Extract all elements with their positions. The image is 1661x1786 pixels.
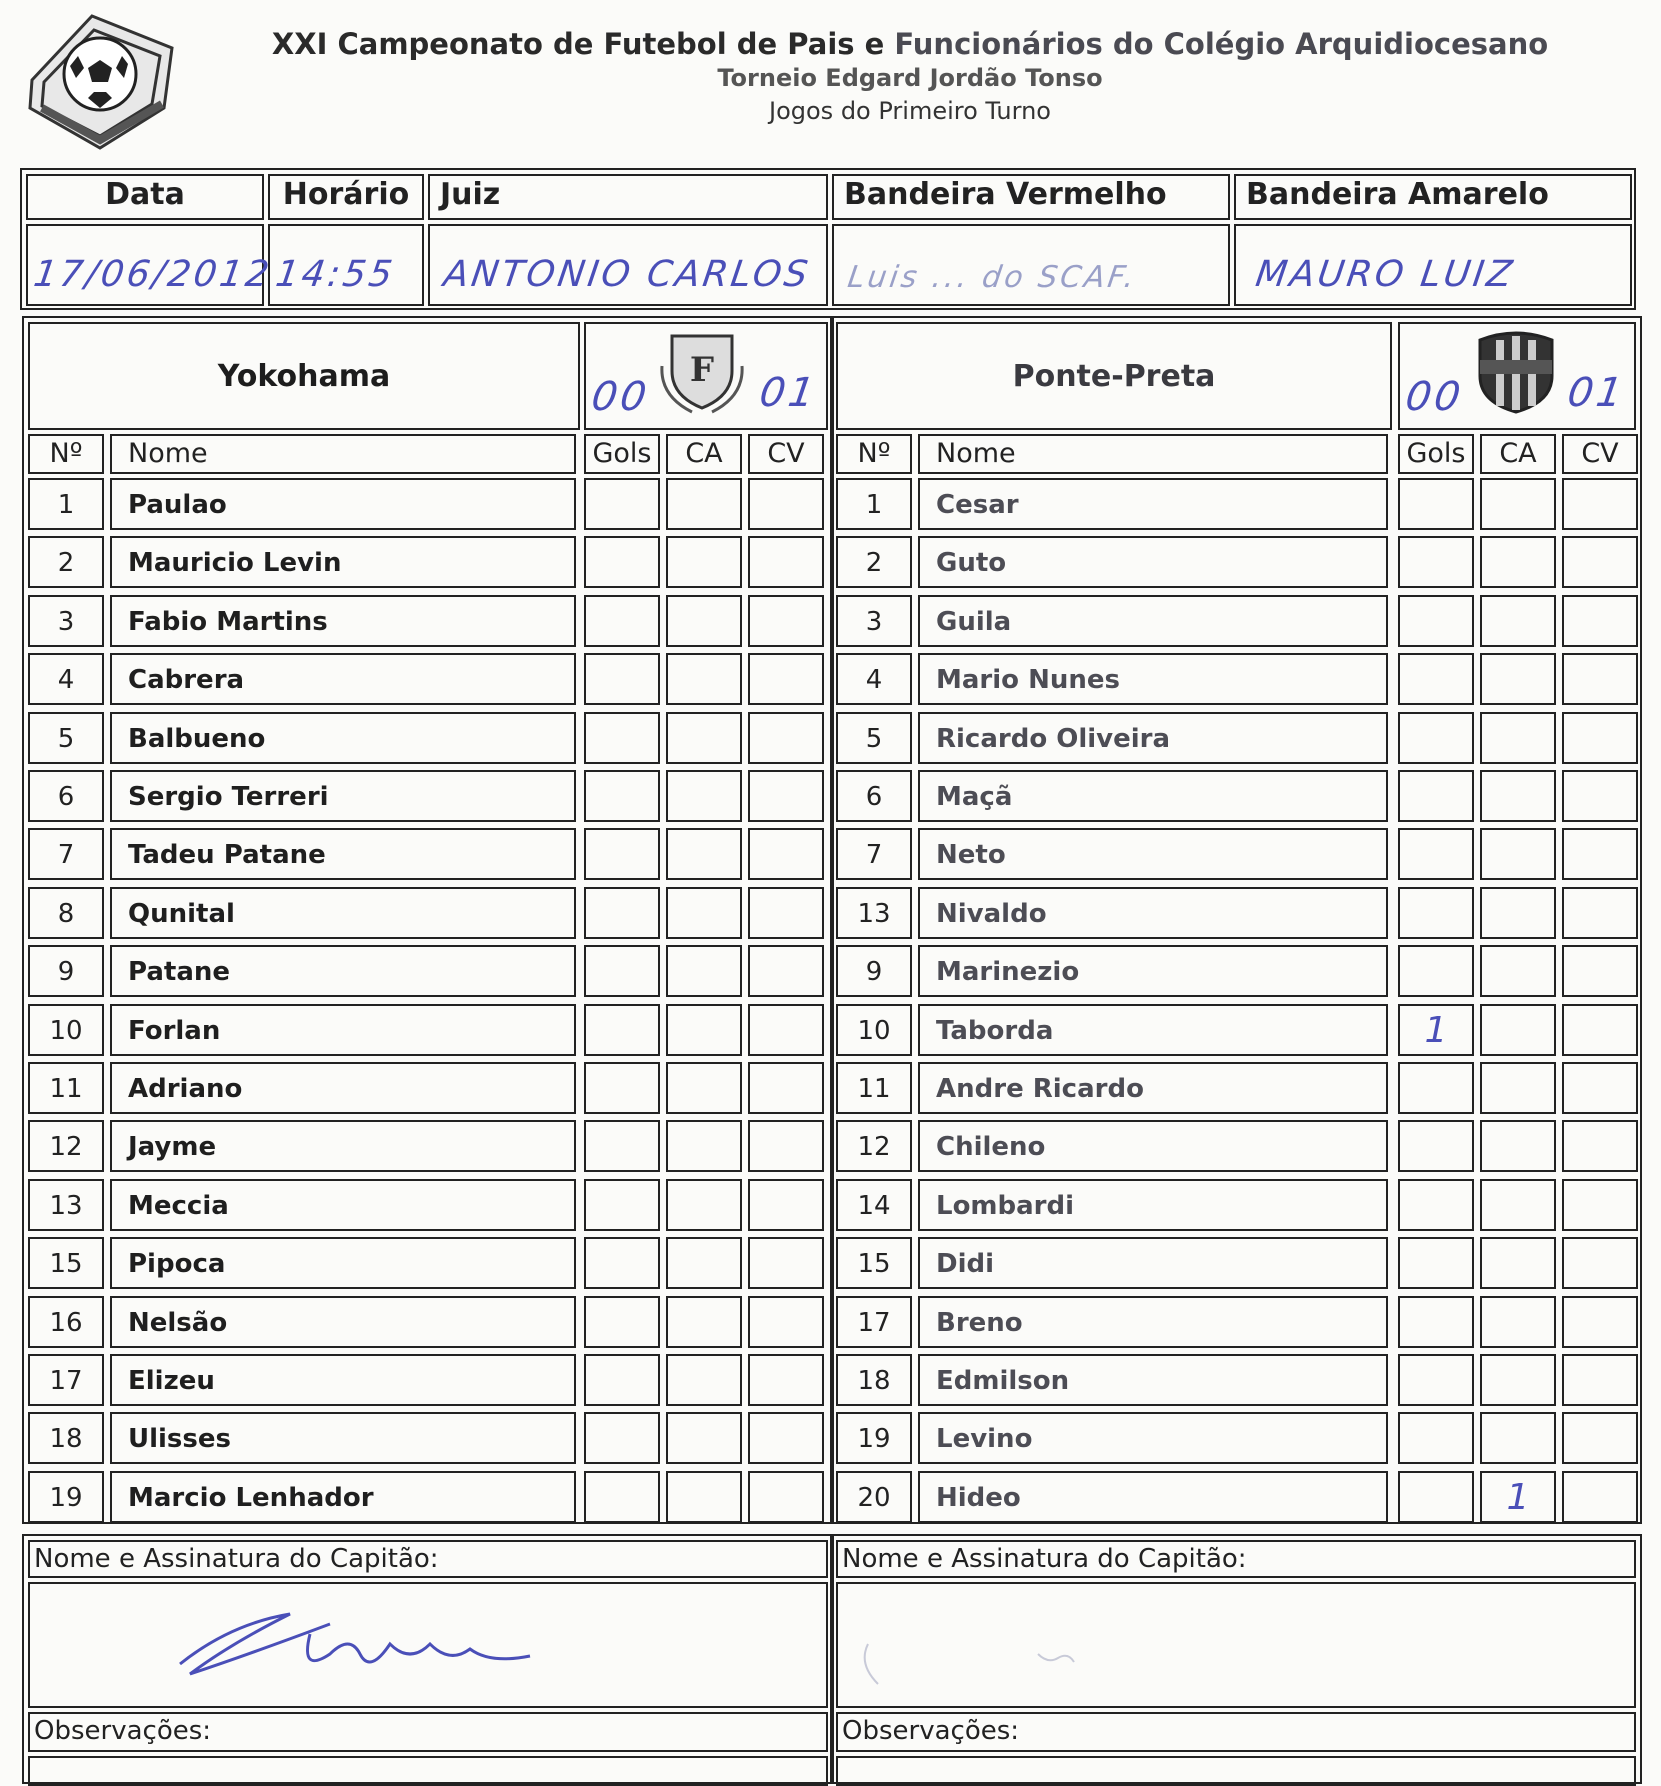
player-number: 2 bbox=[836, 536, 912, 588]
column-goals-header: Gols bbox=[584, 434, 660, 474]
goals-mark: 1 bbox=[1424, 1010, 1448, 1051]
yellow-card-cell[interactable] bbox=[1480, 887, 1556, 939]
column-name-header: Nome bbox=[918, 434, 1388, 474]
referee-header: Juiz bbox=[428, 174, 828, 220]
goals-cell[interactable] bbox=[1398, 1471, 1474, 1523]
yellow-card-cell[interactable] bbox=[666, 1471, 742, 1523]
captain-signature bbox=[838, 1584, 1634, 1704]
goals-cell[interactable] bbox=[1398, 1354, 1474, 1406]
svg-text:F: F bbox=[689, 350, 715, 390]
goals-cell[interactable] bbox=[584, 1179, 660, 1231]
player-name: Edmilson bbox=[918, 1354, 1388, 1406]
player-number: 13 bbox=[28, 1179, 104, 1231]
yellow-card-cell[interactable] bbox=[1480, 945, 1556, 997]
player-name: Forlan bbox=[110, 1004, 576, 1056]
red-card-cell[interactable] bbox=[748, 1237, 824, 1289]
goals-cell[interactable] bbox=[584, 770, 660, 822]
time-value: 14:55 bbox=[273, 254, 398, 295]
player-number: 1 bbox=[836, 478, 912, 530]
referee-field[interactable] bbox=[428, 224, 828, 306]
red-card-cell[interactable] bbox=[1562, 887, 1638, 939]
player-number: 8 bbox=[28, 887, 104, 939]
goals-cell[interactable] bbox=[584, 1412, 660, 1464]
player-name: Elizeu bbox=[110, 1354, 576, 1406]
red-card-cell[interactable] bbox=[1562, 712, 1638, 764]
player-name: Pipoca bbox=[110, 1237, 576, 1289]
red-card-cell[interactable] bbox=[748, 1296, 824, 1348]
player-number: 6 bbox=[836, 770, 912, 822]
yellow-card-cell[interactable] bbox=[666, 478, 742, 530]
player-name: Cabrera bbox=[110, 653, 576, 705]
goals-cell[interactable] bbox=[1398, 1004, 1474, 1056]
goals-cell[interactable] bbox=[1398, 1296, 1474, 1348]
player-number: 15 bbox=[28, 1237, 104, 1289]
red-card-cell[interactable] bbox=[748, 1471, 824, 1523]
red-card-cell[interactable] bbox=[748, 1004, 824, 1056]
player-name: Patane bbox=[110, 945, 576, 997]
red-card-cell[interactable] bbox=[748, 945, 824, 997]
player-number: 12 bbox=[28, 1120, 104, 1172]
player-number: 16 bbox=[28, 1296, 104, 1348]
player-number: 10 bbox=[28, 1004, 104, 1056]
player-name: Ulisses bbox=[110, 1412, 576, 1464]
player-name: Paulao bbox=[110, 478, 576, 530]
player-number: 5 bbox=[836, 712, 912, 764]
goals-cell[interactable] bbox=[584, 536, 660, 588]
ponte-preta-crest-icon bbox=[1466, 326, 1566, 420]
player-name: Cesar bbox=[918, 478, 1388, 530]
red-card-cell[interactable] bbox=[1562, 478, 1638, 530]
player-name: Marinezio bbox=[918, 945, 1388, 997]
referee-value: ANTONIO CARLOS bbox=[441, 254, 814, 295]
goals-cell[interactable] bbox=[1398, 1237, 1474, 1289]
player-number: 4 bbox=[28, 653, 104, 705]
player-name: Ricardo Oliveira bbox=[918, 712, 1388, 764]
player-name: Sergio Terreri bbox=[110, 770, 576, 822]
player-name: Marcio Lenhador bbox=[110, 1471, 576, 1523]
player-name: Maçã bbox=[918, 770, 1388, 822]
score-left: 00 bbox=[588, 374, 653, 420]
player-name: Levino bbox=[918, 1412, 1388, 1464]
red-card-cell[interactable] bbox=[1562, 1412, 1638, 1464]
captain-signature-field[interactable] bbox=[836, 1582, 1636, 1708]
player-number: 7 bbox=[28, 828, 104, 880]
red-card-cell[interactable] bbox=[748, 478, 824, 530]
red-card-cell[interactable] bbox=[1562, 1179, 1638, 1231]
player-name: Fabio Martins bbox=[110, 595, 576, 647]
document-title: XXI Campeonato de Futebol de Pais e Funcionários do Colégio Arquidiocesano bbox=[271, 27, 1549, 61]
player-name: Qunital bbox=[110, 887, 576, 939]
column-yellow-card-header: CA bbox=[666, 434, 742, 474]
goals-cell[interactable] bbox=[1398, 945, 1474, 997]
team-crest-score bbox=[1398, 322, 1636, 430]
red-card-cell[interactable] bbox=[1562, 1120, 1638, 1172]
tournament-logo bbox=[22, 8, 178, 154]
yellow-card-cell[interactable] bbox=[666, 712, 742, 764]
goals-cell[interactable] bbox=[584, 1237, 660, 1289]
player-name: Mauricio Levin bbox=[110, 536, 576, 588]
red-flag-header: Bandeira Vermelho bbox=[832, 174, 1230, 220]
yellow-card-mark: 1 bbox=[1506, 1477, 1530, 1518]
time-header: Horário bbox=[268, 174, 424, 220]
team-name: Ponte-Preta bbox=[836, 322, 1392, 430]
goals-cell[interactable] bbox=[1398, 536, 1474, 588]
player-name: Tadeu Patane bbox=[110, 828, 576, 880]
yellow-card-cell[interactable] bbox=[1480, 595, 1556, 647]
red-flag-value: Luis ... do SCAF. bbox=[845, 260, 1140, 295]
yellow-card-cell[interactable] bbox=[1480, 1179, 1556, 1231]
captain-signature bbox=[30, 1584, 826, 1704]
red-card-cell[interactable] bbox=[748, 712, 824, 764]
red-card-cell[interactable] bbox=[748, 828, 824, 880]
yellow-card-cell[interactable] bbox=[1480, 1237, 1556, 1289]
player-name: Andre Ricardo bbox=[918, 1062, 1388, 1114]
goals-cell[interactable] bbox=[584, 1354, 660, 1406]
player-name: Breno bbox=[918, 1296, 1388, 1348]
player-name: Hideo bbox=[918, 1471, 1388, 1523]
goals-cell[interactable] bbox=[584, 828, 660, 880]
goals-cell[interactable] bbox=[584, 1062, 660, 1114]
red-card-cell[interactable] bbox=[748, 887, 824, 939]
player-number: 17 bbox=[836, 1296, 912, 1348]
goals-cell[interactable] bbox=[1398, 1179, 1474, 1231]
yellow-flag-header: Bandeira Amarelo bbox=[1234, 174, 1632, 220]
yellow-card-cell[interactable] bbox=[666, 1120, 742, 1172]
player-name: Neto bbox=[918, 828, 1388, 880]
player-name: Jayme bbox=[110, 1120, 576, 1172]
player-number: 10 bbox=[836, 1004, 912, 1056]
player-number: 19 bbox=[836, 1412, 912, 1464]
column-yellow-card-header: CA bbox=[1480, 434, 1556, 474]
red-flag-field[interactable] bbox=[832, 224, 1230, 306]
player-number: 1 bbox=[28, 478, 104, 530]
red-card-cell[interactable] bbox=[1562, 1062, 1638, 1114]
round-label: Jogos do Primeiro Turno bbox=[769, 97, 1051, 125]
goals-cell[interactable] bbox=[1398, 712, 1474, 764]
yellow-card-cell[interactable] bbox=[666, 595, 742, 647]
player-number: 5 bbox=[28, 712, 104, 764]
captain-signature-field[interactable] bbox=[28, 1582, 828, 1708]
yellow-card-cell[interactable] bbox=[666, 1062, 742, 1114]
observations-field[interactable] bbox=[836, 1756, 1636, 1786]
player-number: 3 bbox=[28, 595, 104, 647]
player-number: 12 bbox=[836, 1120, 912, 1172]
goals-cell[interactable] bbox=[1398, 1120, 1474, 1172]
observations-label: Observações: bbox=[28, 1712, 828, 1752]
yellow-card-cell[interactable] bbox=[1480, 712, 1556, 764]
document-subtitle: Torneio Edgard Jordão Tonso bbox=[717, 64, 1103, 92]
goals-cell[interactable] bbox=[1398, 653, 1474, 705]
goals-cell[interactable] bbox=[584, 595, 660, 647]
yellow-card-cell[interactable] bbox=[1480, 1062, 1556, 1114]
column-goals-header: Gols bbox=[1398, 434, 1474, 474]
red-card-cell[interactable] bbox=[1562, 1354, 1638, 1406]
player-number: 11 bbox=[836, 1062, 912, 1114]
yokohama-crest-icon bbox=[652, 326, 752, 420]
score-right: 01 bbox=[756, 370, 821, 416]
time-field[interactable] bbox=[268, 224, 424, 306]
goals-cell[interactable] bbox=[584, 478, 660, 530]
goals-cell[interactable] bbox=[584, 653, 660, 705]
player-name: Taborda bbox=[918, 1004, 1388, 1056]
player-name: Adriano bbox=[110, 1062, 576, 1114]
yellow-flag-field[interactable] bbox=[1234, 224, 1632, 306]
date-field[interactable] bbox=[26, 224, 275, 306]
player-number: 3 bbox=[836, 595, 912, 647]
goals-cell[interactable] bbox=[584, 1296, 660, 1348]
red-card-cell[interactable] bbox=[1562, 1004, 1638, 1056]
player-number: 18 bbox=[836, 1354, 912, 1406]
player-number: 20 bbox=[836, 1471, 912, 1523]
player-number: 7 bbox=[836, 828, 912, 880]
score-left: 00 bbox=[1402, 374, 1467, 420]
goals-cell[interactable] bbox=[1398, 478, 1474, 530]
player-number: 19 bbox=[28, 1471, 104, 1523]
goals-cell[interactable] bbox=[584, 887, 660, 939]
yellow-card-cell[interactable] bbox=[666, 1004, 742, 1056]
goals-cell[interactable] bbox=[1398, 828, 1474, 880]
player-name: Balbueno bbox=[110, 712, 576, 764]
red-card-cell[interactable] bbox=[1562, 595, 1638, 647]
red-card-cell[interactable] bbox=[748, 1062, 824, 1114]
yellow-card-cell[interactable] bbox=[666, 1296, 742, 1348]
yellow-card-cell[interactable] bbox=[666, 828, 742, 880]
goals-cell[interactable] bbox=[1398, 1412, 1474, 1464]
red-card-cell[interactable] bbox=[1562, 945, 1638, 997]
captain-label: Nome e Assinatura do Capitão: bbox=[836, 1540, 1636, 1578]
red-card-cell[interactable] bbox=[748, 1354, 824, 1406]
yellow-card-cell[interactable] bbox=[1480, 653, 1556, 705]
player-name: Guto bbox=[918, 536, 1388, 588]
yellow-card-cell[interactable] bbox=[1480, 478, 1556, 530]
observations-label: Observações: bbox=[836, 1712, 1636, 1752]
column-number-header: Nº bbox=[836, 434, 912, 474]
player-number: 9 bbox=[836, 945, 912, 997]
player-number: 13 bbox=[836, 887, 912, 939]
team-name: Yokohama bbox=[28, 322, 580, 430]
player-name: Nelsão bbox=[110, 1296, 576, 1348]
captain-label: Nome e Assinatura do Capitão: bbox=[28, 1540, 828, 1578]
red-card-cell[interactable] bbox=[1562, 1237, 1638, 1289]
yellow-card-cell[interactable] bbox=[666, 1179, 742, 1231]
yellow-card-cell[interactable] bbox=[666, 945, 742, 997]
column-name-header: Nome bbox=[110, 434, 576, 474]
yellow-flag-value: MAURO LUIZ bbox=[1253, 254, 1518, 295]
observations-field[interactable] bbox=[28, 1756, 828, 1786]
player-number: 14 bbox=[836, 1179, 912, 1231]
goals-cell[interactable] bbox=[1398, 1062, 1474, 1114]
player-number: 6 bbox=[28, 770, 104, 822]
yellow-card-cell[interactable] bbox=[666, 536, 742, 588]
player-name: Mario Nunes bbox=[918, 653, 1388, 705]
yellow-card-cell[interactable] bbox=[1480, 1412, 1556, 1464]
yellow-card-cell[interactable] bbox=[666, 1354, 742, 1406]
goals-cell[interactable] bbox=[1398, 770, 1474, 822]
yellow-card-cell[interactable] bbox=[1480, 1004, 1556, 1056]
red-card-cell[interactable] bbox=[748, 536, 824, 588]
goals-cell[interactable] bbox=[584, 945, 660, 997]
yellow-card-cell[interactable] bbox=[666, 770, 742, 822]
yellow-card-cell[interactable] bbox=[666, 1412, 742, 1464]
yellow-card-cell[interactable] bbox=[1480, 828, 1556, 880]
red-card-cell[interactable] bbox=[1562, 828, 1638, 880]
player-name: Lombardi bbox=[918, 1179, 1388, 1231]
player-number: 17 bbox=[28, 1354, 104, 1406]
yellow-card-cell[interactable] bbox=[1480, 1354, 1556, 1406]
player-name: Chileno bbox=[918, 1120, 1388, 1172]
player-number: 18 bbox=[28, 1412, 104, 1464]
team-crest-score bbox=[584, 322, 828, 430]
yellow-card-cell[interactable] bbox=[666, 887, 742, 939]
player-name: Meccia bbox=[110, 1179, 576, 1231]
date-header: Data bbox=[26, 174, 264, 220]
yellow-card-cell[interactable] bbox=[1480, 1296, 1556, 1348]
player-number: 2 bbox=[28, 536, 104, 588]
red-card-cell[interactable] bbox=[748, 1179, 824, 1231]
red-card-cell[interactable] bbox=[748, 653, 824, 705]
yellow-card-cell[interactable] bbox=[666, 1237, 742, 1289]
yellow-card-cell[interactable] bbox=[1480, 1120, 1556, 1172]
column-red-card-header: CV bbox=[748, 434, 824, 474]
player-number: 15 bbox=[836, 1237, 912, 1289]
player-name: Guila bbox=[918, 595, 1388, 647]
goals-cell[interactable] bbox=[584, 1471, 660, 1523]
date-value: 17/06/2012 bbox=[31, 254, 275, 295]
red-card-cell[interactable] bbox=[748, 1120, 824, 1172]
column-red-card-header: CV bbox=[1562, 434, 1638, 474]
score-right: 01 bbox=[1564, 370, 1629, 416]
red-card-cell[interactable] bbox=[748, 595, 824, 647]
red-card-cell[interactable] bbox=[1562, 1296, 1638, 1348]
yellow-card-cell[interactable] bbox=[1480, 536, 1556, 588]
goals-cell[interactable] bbox=[584, 1004, 660, 1056]
player-number: 4 bbox=[836, 653, 912, 705]
red-card-cell[interactable] bbox=[1562, 770, 1638, 822]
player-name: Didi bbox=[918, 1237, 1388, 1289]
player-number: 9 bbox=[28, 945, 104, 997]
red-card-cell[interactable] bbox=[1562, 653, 1638, 705]
player-number: 11 bbox=[28, 1062, 104, 1114]
goals-cell[interactable] bbox=[584, 712, 660, 764]
yellow-card-cell[interactable] bbox=[1480, 1471, 1556, 1523]
goals-cell[interactable] bbox=[1398, 595, 1474, 647]
yellow-card-cell[interactable] bbox=[666, 653, 742, 705]
column-number-header: Nº bbox=[28, 434, 104, 474]
red-card-cell[interactable] bbox=[748, 1412, 824, 1464]
red-card-cell[interactable] bbox=[748, 770, 824, 822]
player-name: Nivaldo bbox=[918, 887, 1388, 939]
goals-cell[interactable] bbox=[584, 1120, 660, 1172]
red-card-cell[interactable] bbox=[1562, 1471, 1638, 1523]
document-header bbox=[230, 26, 1590, 128]
yellow-card-cell[interactable] bbox=[1480, 770, 1556, 822]
red-card-cell[interactable] bbox=[1562, 536, 1638, 588]
goals-cell[interactable] bbox=[1398, 887, 1474, 939]
